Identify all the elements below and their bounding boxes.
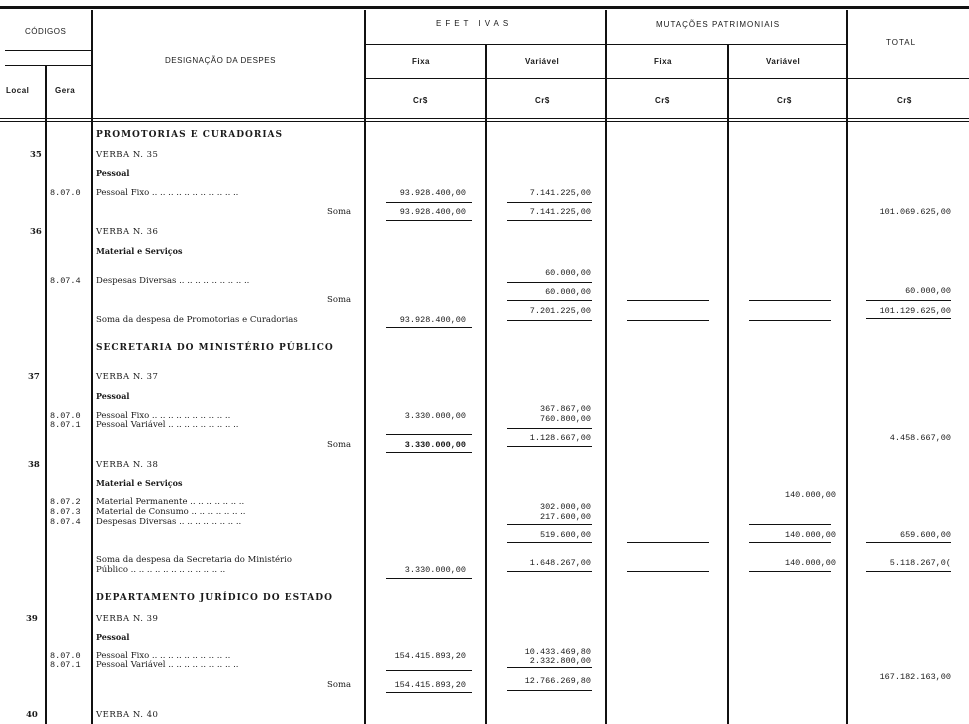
sum-rule: [866, 542, 951, 543]
row-code: 8.07.1: [50, 420, 81, 430]
currency-fixa-1: Cr$: [413, 96, 428, 105]
sum-rule: [749, 524, 831, 525]
soma-label: Soma: [327, 295, 352, 305]
row-code: 8.07.0: [50, 651, 81, 661]
header-efetivas: EFET IVAS: [436, 19, 513, 28]
verba-label: VERBA N. 38: [96, 460, 159, 470]
row-desc: Pessoal Fixo .. .. .. .. .. .. .. .. .. ..: [96, 411, 231, 421]
header-total: TOTAL: [886, 38, 917, 47]
row-code: 8.07.2: [50, 497, 81, 507]
cell-variavel-soma: 1.128.667,00: [529, 433, 591, 443]
sum-rule: [507, 524, 592, 525]
sum-rule: [386, 452, 472, 453]
top-rule: [0, 6, 969, 9]
sum-rule: [507, 571, 592, 572]
row-code: 8.07.3: [50, 507, 81, 517]
cell-fixa: 93.928.400,00: [399, 188, 466, 198]
row-desc: Pessoal Fixo .. .. .. .. .. .. .. .. .. .. ..: [96, 188, 239, 198]
row-code: 8.07.0: [50, 188, 81, 198]
col-divider-mutacoes: [846, 10, 848, 724]
cell-variavel: 60.000,00: [545, 268, 591, 278]
group-label: Pessoal: [96, 168, 130, 178]
codigos-underline-2: [5, 65, 91, 66]
group-header-rule: [364, 44, 846, 45]
sum-rule: [386, 692, 472, 693]
cell-variavel: 7.141.225,00: [529, 188, 591, 198]
sum-rule: [749, 320, 831, 321]
cell-variavel-soma: 12.766.269,80: [524, 676, 591, 686]
row-desc: Pessoal Fixo .. .. .. .. .. .. .. .. .. ..: [96, 651, 231, 661]
sum-rule: [507, 428, 592, 429]
cell-fixa-total: 3.330.000,00: [404, 565, 466, 575]
subheader-rule: [364, 78, 969, 79]
sum-rule: [749, 571, 831, 572]
verba-local-code: 40: [26, 710, 38, 720]
section-total-label-2: Público .. .. .. .. .. .. .. .. .. .. .. ..: [96, 565, 226, 575]
verba-local-code: 39: [26, 614, 38, 624]
cell-total-soma: 659.600,00: [899, 530, 951, 540]
cell-fixa-total: 93.928.400,00: [399, 315, 466, 325]
verba-label: VERBA N. 39: [96, 614, 159, 624]
verba-label: VERBA N. 35: [96, 150, 159, 160]
sum-rule: [386, 670, 472, 671]
sum-rule: [507, 282, 592, 283]
sum-rule: [866, 300, 951, 301]
header-variavel-2: Variável: [766, 57, 801, 66]
sum-rule: [749, 300, 831, 301]
cell-fixa-soma: 154.415.893,20: [394, 680, 466, 690]
verba-label: VERBA N. 36: [96, 227, 159, 237]
header-mutacoes: MUTAÇÕES PATRIMONIAIS: [656, 20, 781, 29]
codigos-underline: [5, 50, 91, 51]
col-divider-fixa2: [727, 45, 729, 724]
cell-fixa-soma: 93.928.400,00: [399, 207, 466, 217]
cell-total-total: 101.129.625,00: [879, 306, 951, 316]
group-label: Material e Serviços: [96, 246, 183, 256]
sum-rule: [386, 327, 472, 328]
cell-total: 60.000,00: [905, 286, 951, 296]
cell-variavel-total: 7.201.225,00: [529, 306, 591, 316]
sum-rule: [386, 202, 472, 203]
row-desc: Despesas Diversas .. .. .. .. .. .. .. ..: [96, 517, 242, 527]
sum-rule: [507, 446, 592, 447]
sum-rule: [749, 542, 831, 543]
sum-rule: [627, 542, 709, 543]
cell-variavel-soma: 60.000,00: [545, 287, 591, 297]
currency-fixa-2: Cr$: [655, 96, 670, 105]
cell-variavel-soma: 7.141.225,00: [529, 207, 591, 217]
row-desc: Material de Consumo .. .. .. .. .. .. ..: [96, 507, 246, 517]
sum-rule: [866, 571, 951, 572]
group-label: Pessoal: [96, 391, 130, 401]
sum-rule: [507, 220, 592, 221]
currency-variavel-2: Cr$: [777, 96, 792, 105]
section-title: DEPARTAMENTO JURÍDICO DO ESTADO: [96, 593, 333, 603]
cell-mut-variavel: 140.000,00: [784, 490, 836, 500]
verba-local-code: 38: [28, 460, 40, 470]
verba-label: VERBA N. 40: [96, 710, 159, 720]
header-designacao: DESIGNAÇÃO DA DESPES: [165, 56, 276, 65]
cell-variavel: 10.433.469,80: [524, 647, 591, 657]
cell-total-soma: 167.182.163,00: [879, 672, 951, 682]
soma-label: Soma: [327, 207, 352, 217]
verba-local-code: 37: [28, 372, 40, 382]
cell-mut-variavel-soma: 140.000,00: [784, 530, 836, 540]
row-desc: Despesas Diversas .. .. .. .. .. .. .. .. ..: [96, 276, 250, 286]
section-title: SECRETARIA DO MINISTÉRIO PÚBLICO: [96, 343, 334, 353]
header-codigos: CÓDIGOS: [25, 27, 67, 36]
verba-local-code: 35: [30, 150, 42, 160]
sum-rule: [507, 667, 592, 668]
sum-rule: [507, 300, 592, 301]
row-code: 8.07.4: [50, 276, 81, 286]
section-total-label: Soma da despesa de Promotorias e Curadorias: [96, 315, 298, 325]
cell-variavel: 367.867,00: [539, 404, 591, 414]
header-fixa-1: Fixa: [412, 57, 431, 66]
cell-variavel: 2.332.800,00: [529, 656, 591, 666]
currency-total: Cr$: [897, 96, 912, 105]
sum-rule: [507, 202, 592, 203]
cell-variavel-soma: 519.600,00: [539, 530, 591, 540]
header-geral: Gera: [55, 86, 76, 95]
cell-fixa-soma: 3.330.000,00: [404, 440, 466, 450]
section-total-label: Soma da despesa da Secretaria do Ministério: [96, 555, 292, 565]
cell-total-total: 5.118.267,0(: [889, 558, 951, 568]
header-fixa-2: Fixa: [654, 57, 673, 66]
sum-rule: [866, 318, 951, 319]
soma-label: Soma: [327, 680, 352, 690]
row-desc: Pessoal Variável .. .. .. .. .. .. .. .. ..: [96, 420, 239, 430]
cell-total-soma: 4.458.667,00: [889, 433, 951, 443]
row-desc: Pessoal Variável .. .. .. .. .. .. .. .. ..: [96, 660, 239, 670]
col-divider-codes: [91, 10, 93, 724]
soma-label: Soma: [327, 440, 352, 450]
sum-rule: [386, 434, 472, 435]
cell-fixa: 3.330.000,00: [404, 411, 466, 421]
cell-variavel: 302.000,00: [539, 502, 591, 512]
col-divider-local: [45, 65, 47, 724]
sum-rule: [507, 690, 592, 691]
cell-variavel: 760.800,00: [539, 414, 591, 424]
row-code: 8.07.0: [50, 411, 81, 421]
cell-total-soma: 101.069.625,00: [879, 207, 951, 217]
cell-fixa: 154.415.893,20: [394, 651, 466, 661]
currency-variavel-1: Cr$: [535, 96, 550, 105]
col-divider-efetivas: [605, 10, 607, 724]
row-code: 8.07.1: [50, 660, 81, 670]
cell-variavel-total: 1.648.267,00: [529, 558, 591, 568]
row-code: 8.07.4: [50, 517, 81, 527]
group-label: Pessoal: [96, 632, 130, 642]
cell-mut-variavel-total: 140.000,00: [784, 558, 836, 568]
cell-variavel: 217.600,00: [539, 512, 591, 522]
section-title: PROMOTORIAS E CURADORIAS: [96, 130, 284, 140]
sum-rule: [627, 571, 709, 572]
verba-local-code: 36: [30, 227, 42, 237]
sum-rule: [507, 542, 592, 543]
sum-rule: [627, 320, 709, 321]
sum-rule: [386, 578, 472, 579]
verba-label: VERBA N. 37: [96, 372, 159, 382]
col-divider-fixa1: [485, 45, 487, 724]
sum-rule: [627, 300, 709, 301]
row-desc: Material Permanente .. .. .. .. .. .. ..: [96, 497, 245, 507]
sum-rule: [507, 320, 592, 321]
col-divider-designacao: [364, 10, 366, 724]
sum-rule: [386, 220, 472, 221]
header-local: Local: [6, 86, 30, 95]
header-variavel-1: Variável: [525, 57, 560, 66]
group-label: Material e Serviços: [96, 478, 183, 488]
